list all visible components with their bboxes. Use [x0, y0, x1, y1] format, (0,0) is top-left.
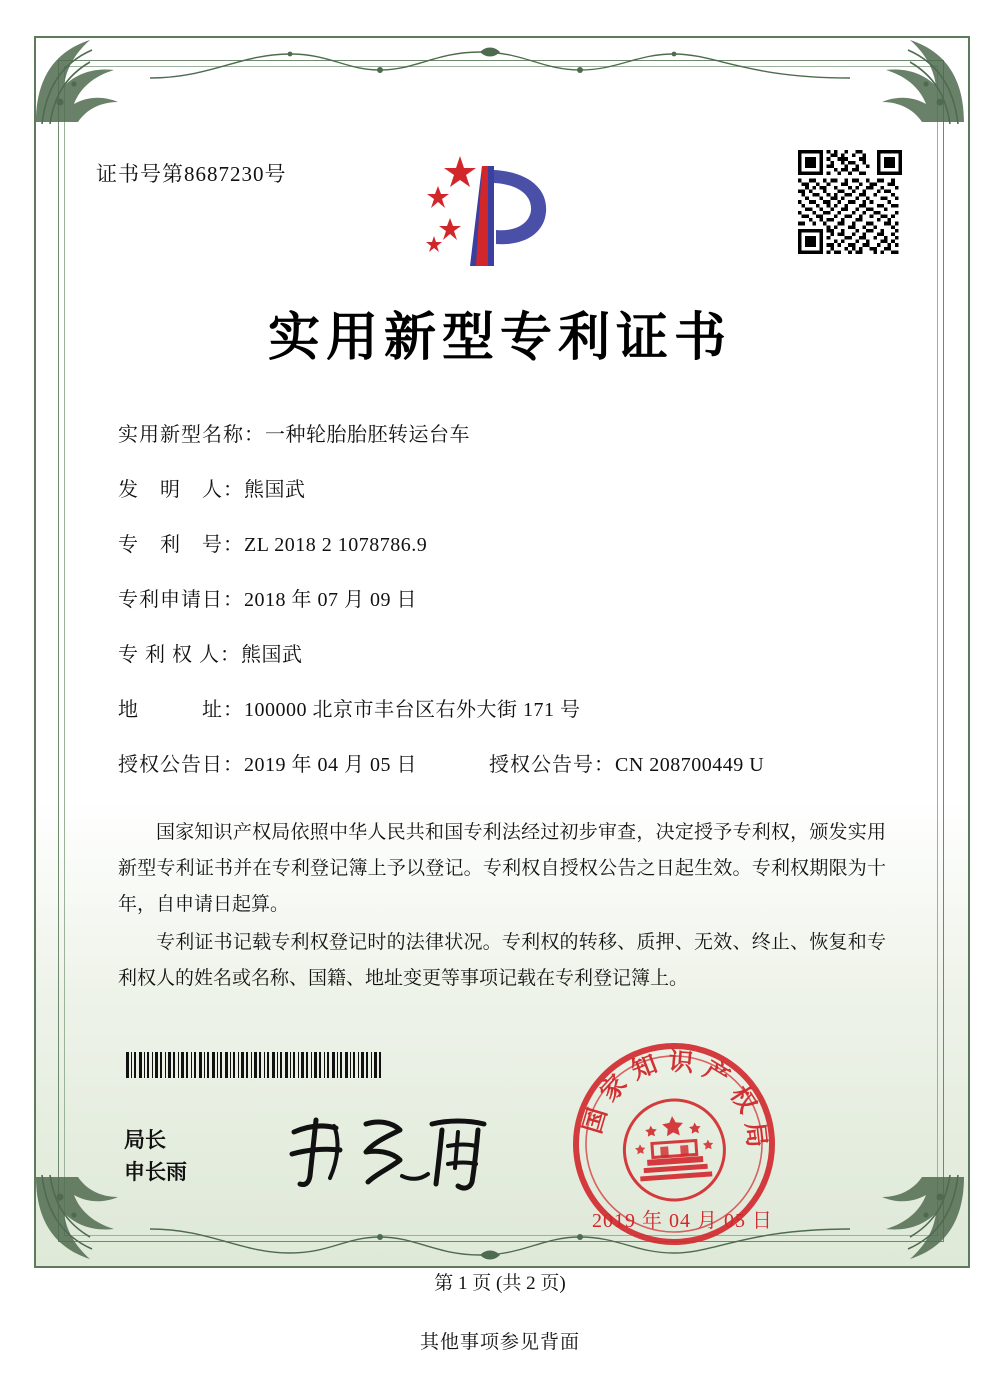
corner-ornament-icon	[874, 1171, 970, 1267]
paragraph-1: 国家知识产权局依照中华人民共和国专利法经过初步审查，决定授予专利权，颁发实用新型专利证书并在专利登记簿上予以登记。专利权自授权公告之日起生效。专利权期限为十年，自申请日起算。	[118, 822, 886, 915]
field-row-patentee	[118, 638, 898, 667]
field-row-announcement	[118, 748, 898, 777]
page-title: 实用新型专利证书	[267, 307, 732, 368]
corner-ornament-icon	[874, 32, 970, 128]
certificate-number: 证书号第8687230号	[96, 162, 287, 186]
legal-text	[118, 815, 886, 999]
page-indicator: 第 1 页 (共 2 页)	[434, 1273, 566, 1294]
patent-office-logo-icon	[408, 150, 568, 280]
signature-block	[124, 1124, 187, 1188]
field-value: 一种轮胎胎胚转运台车	[265, 424, 470, 446]
handwritten-signature-icon	[282, 1110, 502, 1194]
field-row-application-date	[118, 583, 898, 612]
paragraph-2: 专利证书记载专利权登记时的法律状况。专利权的转移、质押、无效、终止、恢复和专利权人的姓名或名称、国籍、地址变更等事项记载在专利登记簿上。	[118, 932, 886, 989]
announcement-number-value: CN 208700449 U	[615, 754, 765, 776]
field-value: ZL 2018 2 1078786.9	[244, 534, 428, 556]
field-label: 专利申请日：	[118, 589, 244, 611]
top-edge-ornament-icon	[150, 44, 850, 90]
field-label: 实用新型名称：	[118, 424, 265, 446]
director-role-label: 局长	[124, 1128, 166, 1152]
field-value: 100000 北京市丰台区右外大街 171 号	[244, 699, 581, 721]
corner-ornament-icon	[30, 1171, 126, 1267]
field-row-address	[118, 693, 898, 722]
field-row-inventor	[118, 473, 898, 502]
field-label: 发 明 人：	[118, 479, 244, 501]
director-name-label: 申长雨	[124, 1160, 187, 1184]
field-label: 专 利 权 人：	[118, 644, 241, 666]
qr-code	[798, 150, 902, 254]
field-value: 熊国武	[241, 644, 303, 666]
barcode	[126, 1052, 384, 1078]
field-row-utility-model-name	[118, 418, 898, 447]
seal-date: 2019 年 04 月 05 日	[592, 1210, 773, 1232]
corner-ornament-icon	[30, 32, 126, 128]
field-value: 熊国武	[244, 479, 306, 501]
field-label: 专 利 号：	[118, 534, 244, 556]
footer-note: 其他事项参见背面	[419, 1332, 580, 1353]
announcement-number-label: 授权公告号：	[489, 754, 615, 776]
field-row-patent-number	[118, 528, 898, 557]
field-value: 2018 年 07 月 09 日	[244, 589, 417, 611]
patent-fields	[118, 418, 898, 803]
announcement-date-value: 2019 年 04 月 05 日	[244, 754, 417, 776]
announcement-date-label: 授权公告日：	[118, 754, 244, 776]
field-label: 地 址：	[118, 699, 244, 721]
svg-text:国 家 知 识 产 权 局: 国 家 知 识 产 权 局	[577, 1046, 772, 1149]
